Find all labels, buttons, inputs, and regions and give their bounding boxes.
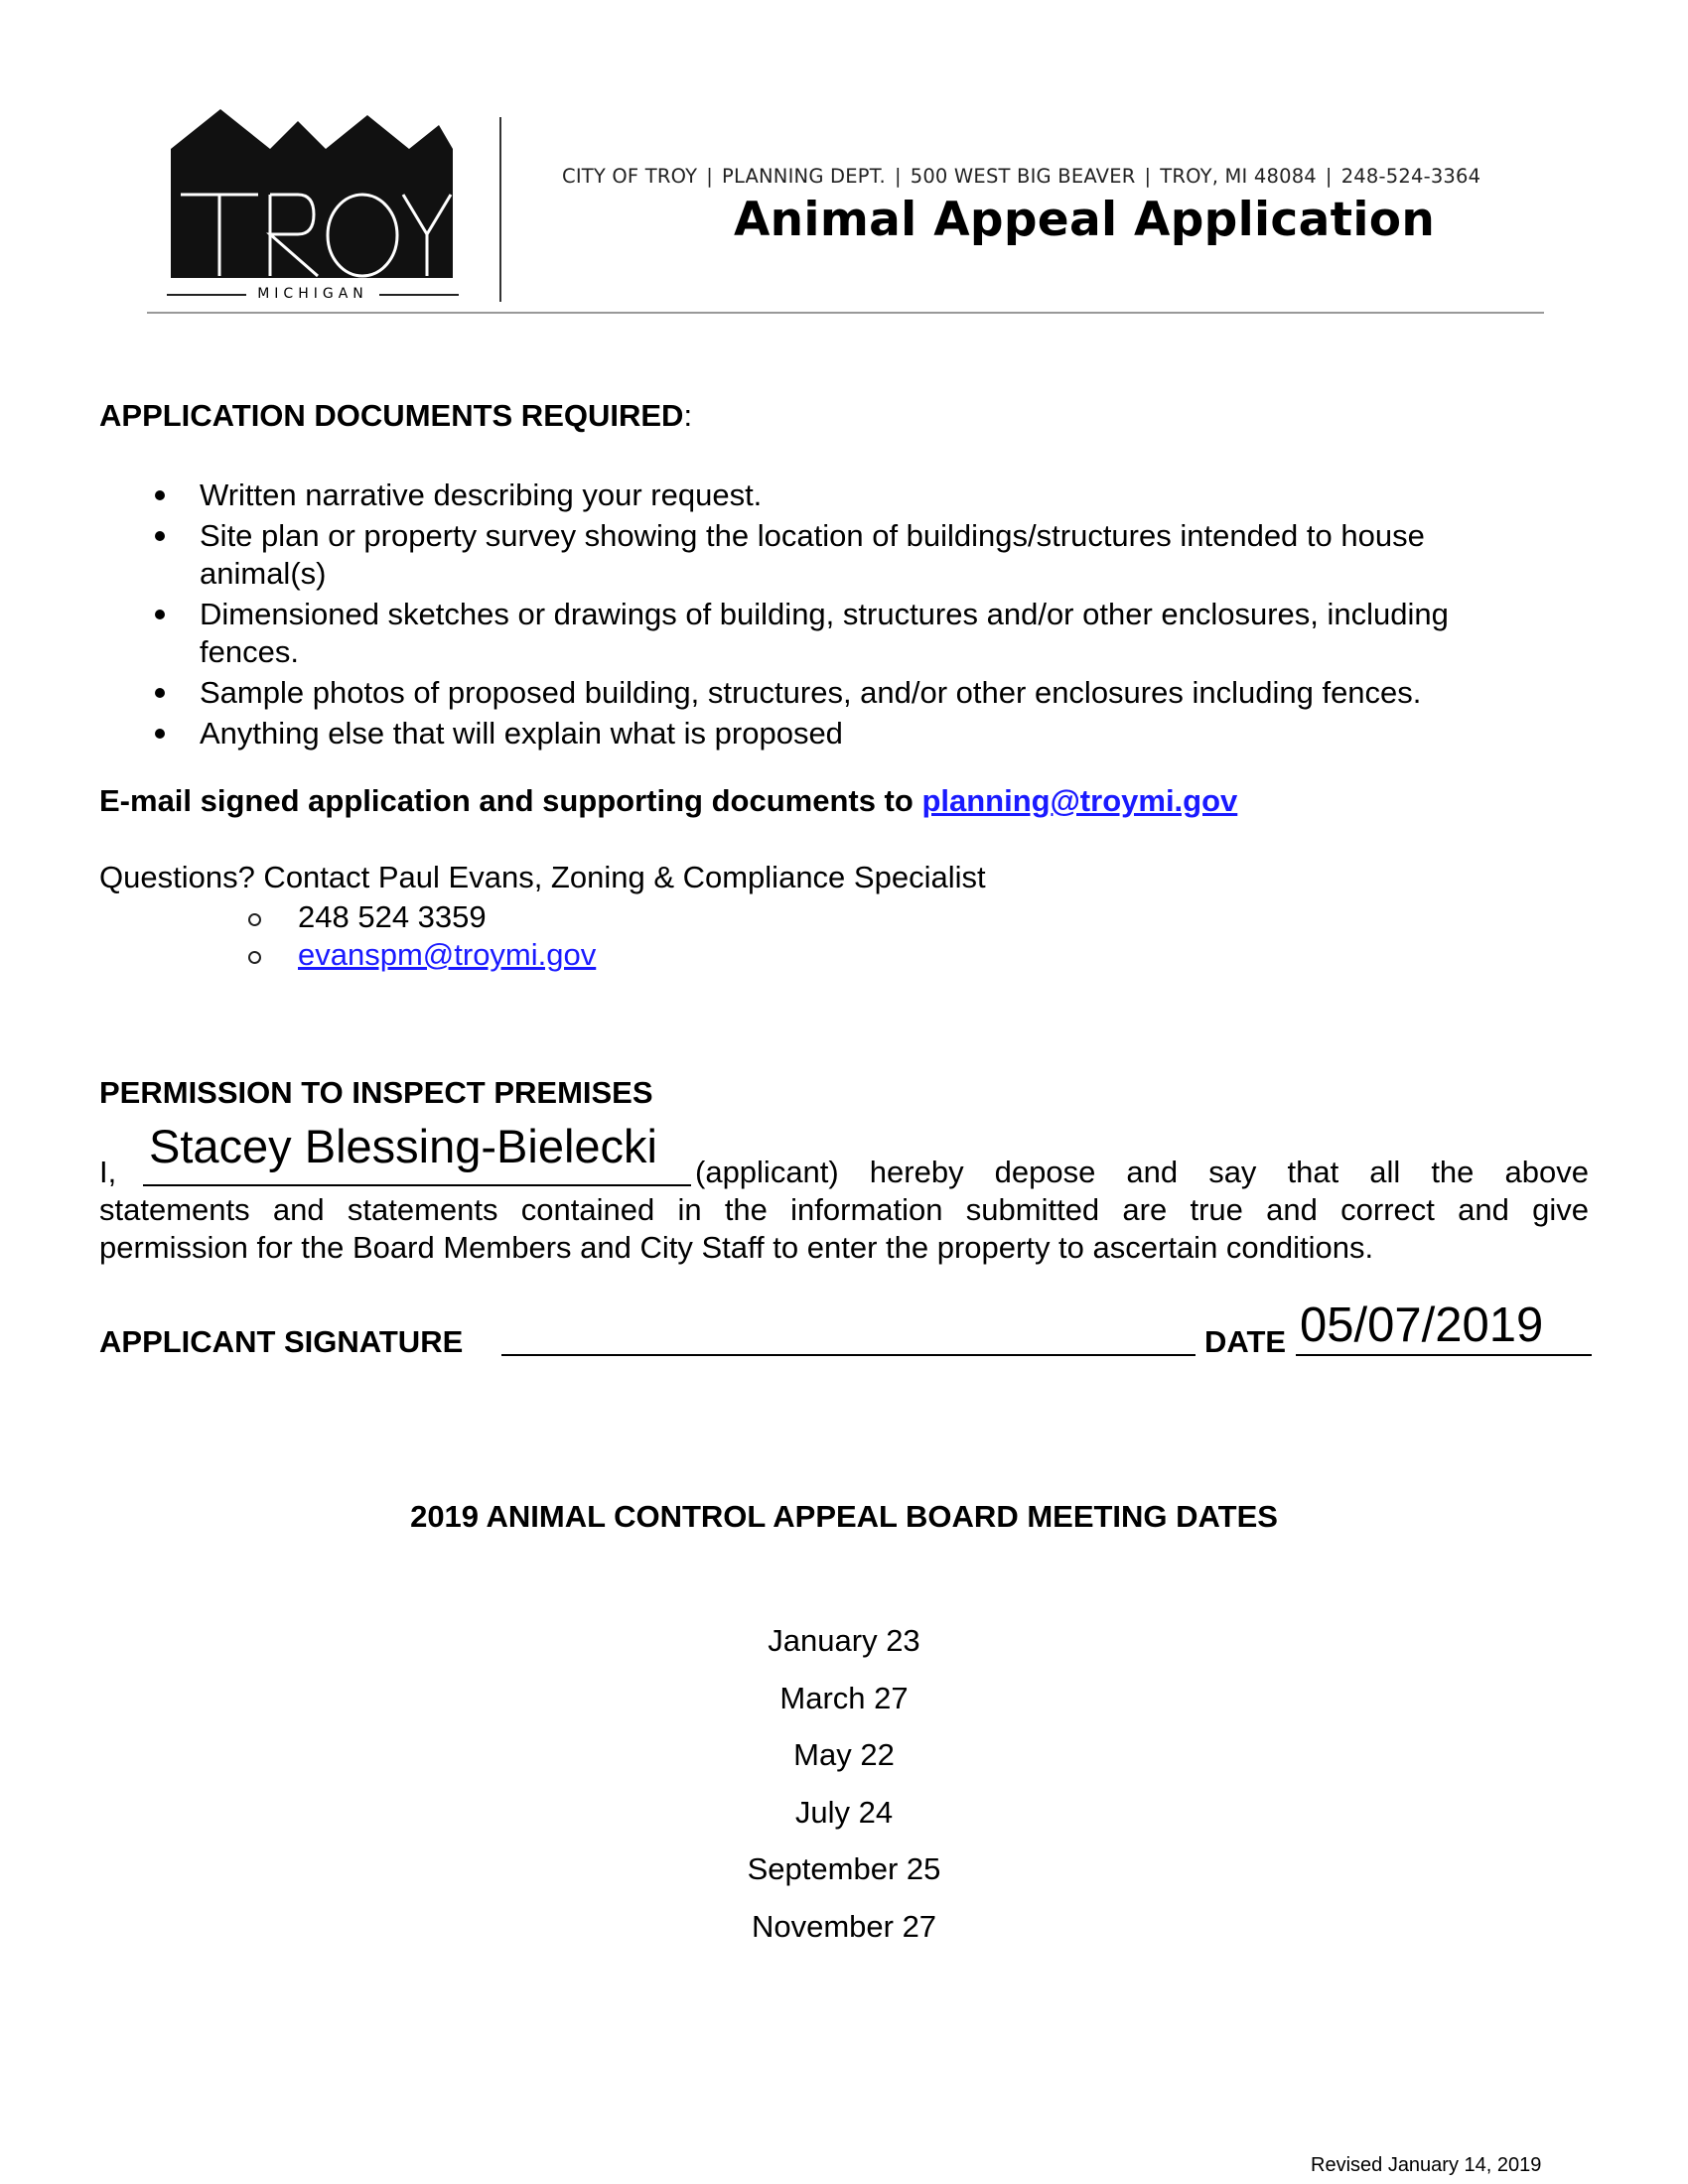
permission-word: say: [1208, 1155, 1257, 1189]
bullet-icon: [155, 729, 165, 739]
contact-city-state: TROY, MI 48084: [1160, 165, 1317, 188]
contact-city: CITY OF TROY: [562, 165, 698, 188]
meeting-dates-list: [0, 1612, 1688, 1955]
troy-logo-graphic: [159, 109, 467, 303]
contact-phone-number: 248 524 3359: [298, 899, 487, 934]
revision-note: Revised January 14, 2019: [1311, 2154, 1542, 2176]
list-item-text-continued: fences.: [200, 634, 299, 669]
permission-word: that: [1287, 1155, 1339, 1189]
applicant-name-underline: [143, 1184, 691, 1186]
list-item: [99, 674, 1589, 712]
contact-phone: 248-524-3364: [1340, 165, 1481, 188]
list-item-text: Dimensioned sketches or drawings of building, structures and/or other enclosures, including: [200, 597, 1449, 631]
permission-line-2: statements and statements contained in the information submitted are true and correct and give: [99, 1192, 1589, 1227]
signature-field[interactable]: [501, 1354, 1196, 1356]
list-item-text: Site plan or property survey showing the location of buildings/structures intended to house: [200, 518, 1425, 553]
permission-word: hereby: [869, 1155, 964, 1189]
list-item-text-continued: animal(s): [200, 556, 327, 591]
bullet-icon: [155, 531, 165, 541]
list-item: [99, 715, 1589, 752]
date-field[interactable]: 05/07/2019: [1300, 1298, 1544, 1352]
contact-separator: |: [1144, 165, 1152, 188]
meeting-date: May 22: [793, 1737, 895, 1772]
bullet-icon: [155, 490, 165, 500]
logo-rule-right: [379, 294, 459, 296]
contact-separator: |: [894, 165, 902, 188]
permission-line-3: permission for the Board Members and City Staff to enter the property to ascertain conditions.: [99, 1230, 1374, 1265]
documents-heading-colon: :: [683, 398, 693, 433]
applicant-name-field[interactable]: Stacey Blessing-Bielecki: [149, 1120, 657, 1172]
permission-word: (applicant): [695, 1155, 839, 1189]
circle-bullet-icon: [248, 913, 261, 926]
permission-word: and: [1126, 1155, 1179, 1189]
date-label: DATE: [1204, 1324, 1287, 1359]
meeting-date: January 23: [768, 1623, 920, 1658]
permission-word: above: [1504, 1155, 1589, 1189]
contact-email-item: [248, 937, 745, 973]
meeting-date: September 25: [747, 1851, 941, 1886]
list-item-text: Written narrative describing your request.: [200, 478, 763, 512]
logo-rule-left: [167, 294, 246, 296]
list-item-text: Anything else that will explain what is proposed: [200, 716, 843, 751]
meeting-date: November 27: [751, 1908, 937, 1944]
form-title: Animal Appeal Application: [734, 193, 1436, 247]
troy-logo: [159, 109, 467, 303]
meeting-date: March 27: [779, 1680, 909, 1715]
contact-separator: |: [1325, 165, 1333, 188]
header-divider: [499, 117, 501, 302]
logo-subtitle-row: [159, 286, 467, 302]
email-instruction-text: E-mail signed application and supporting documents to: [99, 783, 922, 818]
bullet-icon: [155, 688, 165, 698]
bullet-icon: [155, 610, 165, 619]
contact-separator: |: [706, 165, 713, 188]
documents-list: [99, 477, 1589, 752]
list-item: [99, 596, 1589, 671]
permission-word: depose: [994, 1155, 1096, 1189]
logo-subtitle: MICHIGAN: [257, 286, 368, 302]
planning-email-link[interactable]: planning@troymi.gov: [921, 783, 1238, 818]
meeting-dates-heading: 2019 ANIMAL CONTROL APPEAL BOARD MEETING DATES: [410, 1499, 1278, 1534]
documents-heading-text: APPLICATION DOCUMENTS REQUIRED: [99, 398, 684, 433]
contact-phone-item: [248, 899, 745, 935]
meeting-date: July 24: [794, 1794, 894, 1830]
circle-bullet-icon: [248, 951, 261, 964]
contact-address: 500 WEST BIG BEAVER: [910, 165, 1136, 188]
contact-email-link[interactable]: evanspm@troymi.gov: [298, 937, 597, 972]
header-rule: [147, 312, 1544, 314]
documents-heading: [99, 400, 692, 431]
contact-dept: PLANNING DEPT.: [722, 165, 886, 188]
list-item-text: Sample photos of proposed building, structures, and/or other enclosures including fences.: [200, 675, 1422, 710]
signature-label: APPLICANT SIGNATURE: [99, 1324, 464, 1359]
list-item: [99, 477, 1589, 514]
permission-line-1: [695, 1155, 1589, 1190]
header-contact-line: [562, 165, 1480, 188]
permission-word: all: [1369, 1155, 1401, 1189]
permission-heading: PERMISSION TO INSPECT PREMISES: [99, 1075, 653, 1110]
date-underline: [1296, 1354, 1592, 1356]
permission-prefix: I,: [99, 1155, 117, 1189]
questions-line: Questions? Contact Paul Evans, Zoning & Compliance Specialist: [99, 860, 986, 894]
list-item: [99, 517, 1589, 593]
permission-word: the: [1431, 1155, 1475, 1189]
email-instruction: [99, 785, 1237, 816]
